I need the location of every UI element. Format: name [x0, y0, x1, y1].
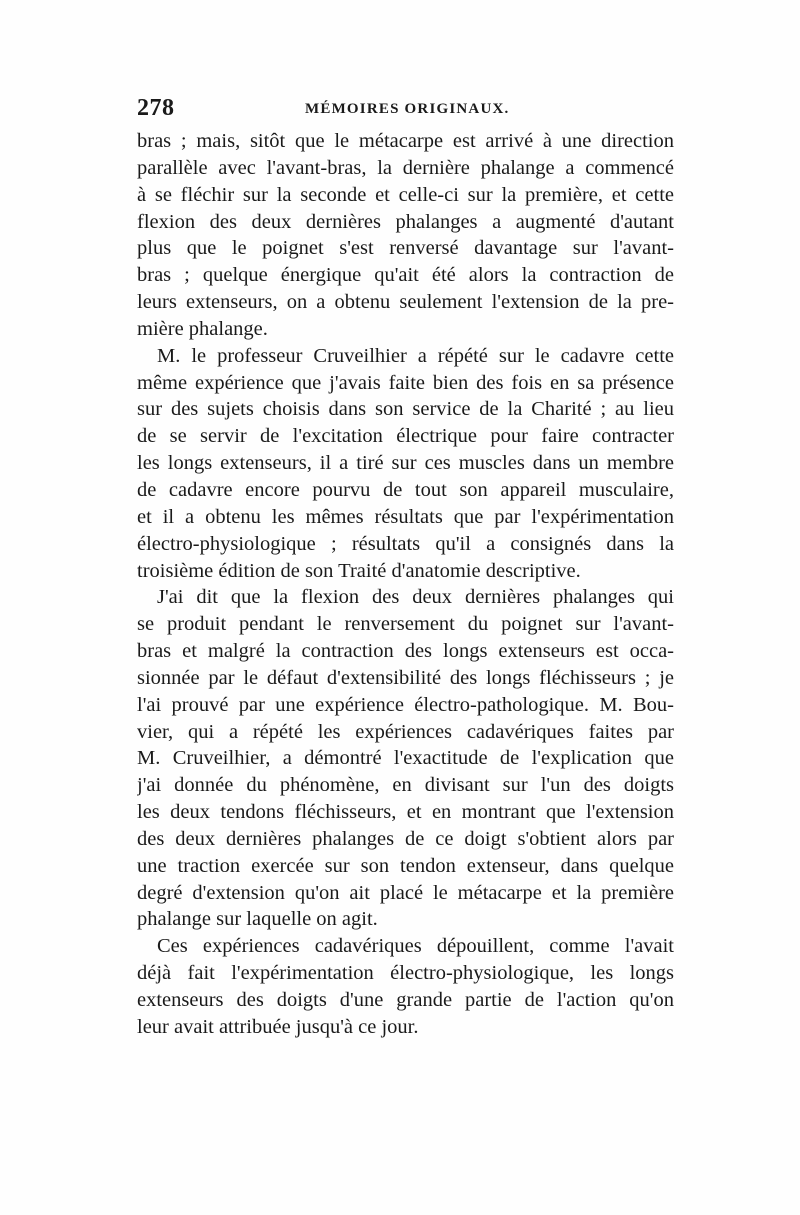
- text-line: les longs extenseurs, il a tiré sur ces muscles dans un membre: [137, 452, 674, 475]
- running-title: MÉMOIRES ORIGINAUX.: [305, 101, 510, 117]
- text-line: à se fléchir sur la seconde et celle-ci sur la première, et cette: [137, 183, 674, 206]
- text-line: se produit pendant le renversement du poignet sur l'avant-: [137, 613, 674, 636]
- text-line: déjà fait l'expérimentation électro-physiologique, les longs: [137, 962, 674, 985]
- text-line: M. le professeur Cruveilhier a répété sur le cadavre cette: [157, 344, 674, 367]
- text-line: électro-physiologique ; résultats qu'il a consignés dans la: [137, 532, 674, 555]
- text-line: vier, qui a répété les expériences cadavériques faites par: [137, 720, 674, 743]
- text-line: bras ; mais, sitôt que le métacarpe est arrivé à une direction: [137, 130, 674, 152]
- text-line: sur des sujets choisis dans son service de la Charité ; au lieu: [137, 398, 674, 421]
- text-line: M. Cruveilhier, a démontré l'exactitude de l'explication que: [137, 747, 674, 770]
- text-line: parallèle avec l'avant-bras, la dernière phalange a commencé: [137, 156, 674, 179]
- text-line: extenseurs des doigts d'une grande partie de l'action qu'on: [137, 989, 674, 1011]
- text-line: mière phalange.: [137, 317, 268, 340]
- text-line: troisième édition de son Traité d'anatomie descriptive.: [137, 559, 581, 582]
- text-line: des deux dernières phalanges de ce doigt s'obtient alors par: [137, 827, 674, 850]
- text-line: les deux tendons fléchisseurs, et en montrant que l'extension: [137, 801, 674, 824]
- text-line: phalange sur laquelle on agit.: [137, 908, 378, 931]
- text-line: degré d'extension qu'on ait placé le métacarpe et la première: [137, 881, 674, 904]
- text-line: Ces expériences cadavériques dépouillent, comme l'avait: [157, 935, 674, 958]
- text-line: une traction exercée sur son tendon extenseur, dans quelque: [137, 854, 674, 877]
- page-number: 278: [137, 95, 175, 121]
- text-line: plus que le poignet s'est renversé davantage sur l'avant-: [137, 237, 674, 260]
- text-line: j'ai donnée du phénomène, en divisant sur l'un des doigts: [137, 774, 674, 797]
- text-line: leur avait attribuée jusqu'à ce jour.: [137, 1015, 419, 1038]
- text-line: et il a obtenu les mêmes résultats que par l'expérimentation: [137, 505, 674, 528]
- text-line: flexion des deux dernières phalanges a augmenté d'autant: [137, 210, 674, 233]
- text-line: J'ai dit que la flexion des deux dernières phalanges qui: [157, 586, 674, 609]
- text-line: sionnée par le défaut d'extensibilité des longs fléchisseurs ; je: [137, 666, 674, 689]
- text-line: bras ; quelque énergique qu'ait été alors la contraction de: [137, 264, 674, 287]
- text-line: de se servir de l'excitation électrique pour faire contracter: [137, 425, 674, 448]
- text-line: de cadavre encore pourvu de tout son appareil musculaire,: [137, 478, 674, 501]
- text-line: l'ai prouvé par une expérience électro-pathologique. M. Bou-: [137, 693, 674, 716]
- text-line: leurs extenseurs, on a obtenu seulement l'extension de la pre-: [137, 291, 674, 314]
- text-line: bras et malgré la contraction des longs extenseurs est occa-: [137, 640, 674, 663]
- body-text: [137, 128, 674, 1041]
- text-line: même expérience que j'avais faite bien des fois en sa présence: [137, 371, 674, 394]
- page-header: [137, 95, 682, 125]
